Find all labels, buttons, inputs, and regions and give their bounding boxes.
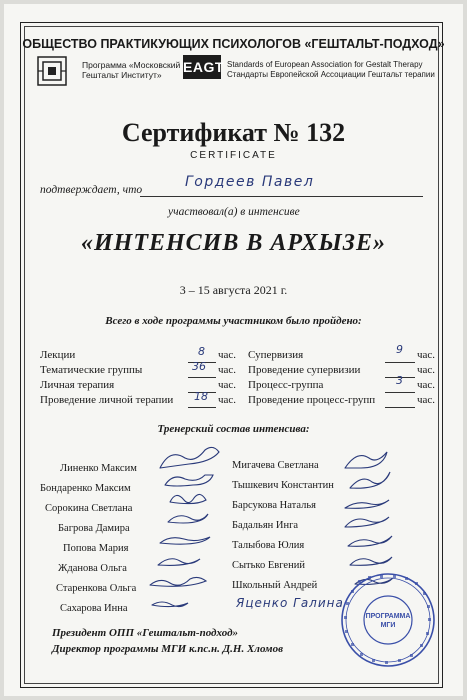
handwritten-name: Яценко Галина xyxy=(236,596,344,610)
confirms-label: подтверждает, что xyxy=(40,184,143,196)
thematic-groups-value: 36 xyxy=(192,360,206,373)
trainer-name: Талыбова Юлия xyxy=(232,540,305,551)
signature xyxy=(150,577,206,586)
signature xyxy=(165,475,213,486)
stamp-text: ПРОГРАММА МГИ xyxy=(365,613,411,629)
intensive-dates: 3 – 15 августа 2021 г. xyxy=(179,283,288,297)
process-group-unit: час. xyxy=(417,379,436,391)
trainer-name: Сытько Евгений xyxy=(232,560,305,571)
thematic-groups-label: Тематические группы xyxy=(40,364,143,376)
program-line-2: Гештальт Институт» xyxy=(82,70,162,80)
eagt-logo: EAGT xyxy=(183,55,221,79)
trainer-name: Школьный Андрей xyxy=(232,580,318,591)
director-line: Директор программы МГИ к.пс.н. Д.Н. Хломов xyxy=(52,643,283,655)
signature xyxy=(170,494,206,503)
recipient-name: Гордеев Павел xyxy=(185,174,315,190)
trainer-name: Жданова Ольга xyxy=(58,563,127,574)
trainer-name: Линенко Максим xyxy=(60,463,137,474)
lectures-label: Лекции xyxy=(40,349,76,361)
personal-therapy-unit: час. xyxy=(218,379,237,391)
signature xyxy=(158,559,200,566)
signature xyxy=(348,536,392,546)
participated-label: участвовал(а) в интенсиве xyxy=(168,206,300,218)
conducting-therapy-label: Проведение личной терапии xyxy=(40,394,174,406)
president-line: Президент ОПП «Гештальт-подход» xyxy=(52,627,239,639)
trainer-name: Сорокина Светлана xyxy=(45,503,133,514)
conducting-therapy-value: 18 xyxy=(194,390,208,403)
intensive-title: «ИНТЕНСИВ В АРХЫЗЕ» xyxy=(80,230,386,256)
signature xyxy=(160,447,219,468)
trainers-heading: Тренерский состав интенсива: xyxy=(157,423,310,435)
eagt-standards-en: Standards of European Association for Gestalt Therapy xyxy=(227,60,423,69)
supervision-label: Супервизия xyxy=(248,349,304,361)
conducting-supervision-label: Проведение супервизии xyxy=(248,364,361,376)
total-heading: Всего в ходе программы участником было пройдено: xyxy=(105,315,362,327)
signature xyxy=(345,500,389,508)
signature xyxy=(345,452,387,468)
supervision-unit: час. xyxy=(417,349,436,361)
process-group-label: Процесс-группа xyxy=(248,379,324,391)
conducting-therapy-unit: час. xyxy=(218,394,237,406)
certificate-subtitle: CERTIFICATE xyxy=(190,150,277,161)
trainer-name: Мигачева Светлана xyxy=(232,460,319,471)
trainer-name: Тышкевич Константин xyxy=(232,480,334,491)
trainer-name: Бадальян Инга xyxy=(232,520,299,531)
organization-name: ОБЩЕСТВО ПРАКТИКУЮЩИХ ПСИХОЛОГОВ «ГЕШТАЛЬТ-ПОДХОД» xyxy=(22,37,445,51)
certificate-title: Сертификат № 132 xyxy=(121,118,346,147)
lectures-unit: час. xyxy=(218,349,237,361)
trainer-name: Попова Мария xyxy=(63,543,129,554)
conducting-process-groups-unit: час. xyxy=(417,394,436,406)
signature xyxy=(168,514,208,523)
signature xyxy=(160,537,210,544)
supervision-value: 9 xyxy=(396,343,403,356)
trainer-name: Барсукова Наталья xyxy=(232,500,316,511)
trainer-name: Бондаренко Максим xyxy=(40,483,131,494)
conducting-supervision-unit: час. xyxy=(417,364,436,376)
personal-therapy-label: Личная терапия xyxy=(40,379,115,391)
thematic-groups-unit: час. xyxy=(218,364,237,376)
eagt-standards-ru: Стандарты Европейской Ассоциации Гештальт терапии xyxy=(227,70,435,79)
signature xyxy=(345,517,389,527)
process-group-value: 3 xyxy=(396,374,403,387)
signature xyxy=(350,557,392,565)
trainer-name: Багрова Дамира xyxy=(58,523,130,534)
signature xyxy=(350,472,390,488)
conducting-process-groups-label: Проведение процесс-групп xyxy=(248,394,376,406)
lectures-value: 8 xyxy=(198,345,205,358)
signature xyxy=(152,602,188,607)
trainer-name: Старенкова Ольга xyxy=(56,583,137,594)
trainer-name: Сахарова Инна xyxy=(60,603,128,614)
program-line-1: Программа «Московский xyxy=(82,60,181,70)
